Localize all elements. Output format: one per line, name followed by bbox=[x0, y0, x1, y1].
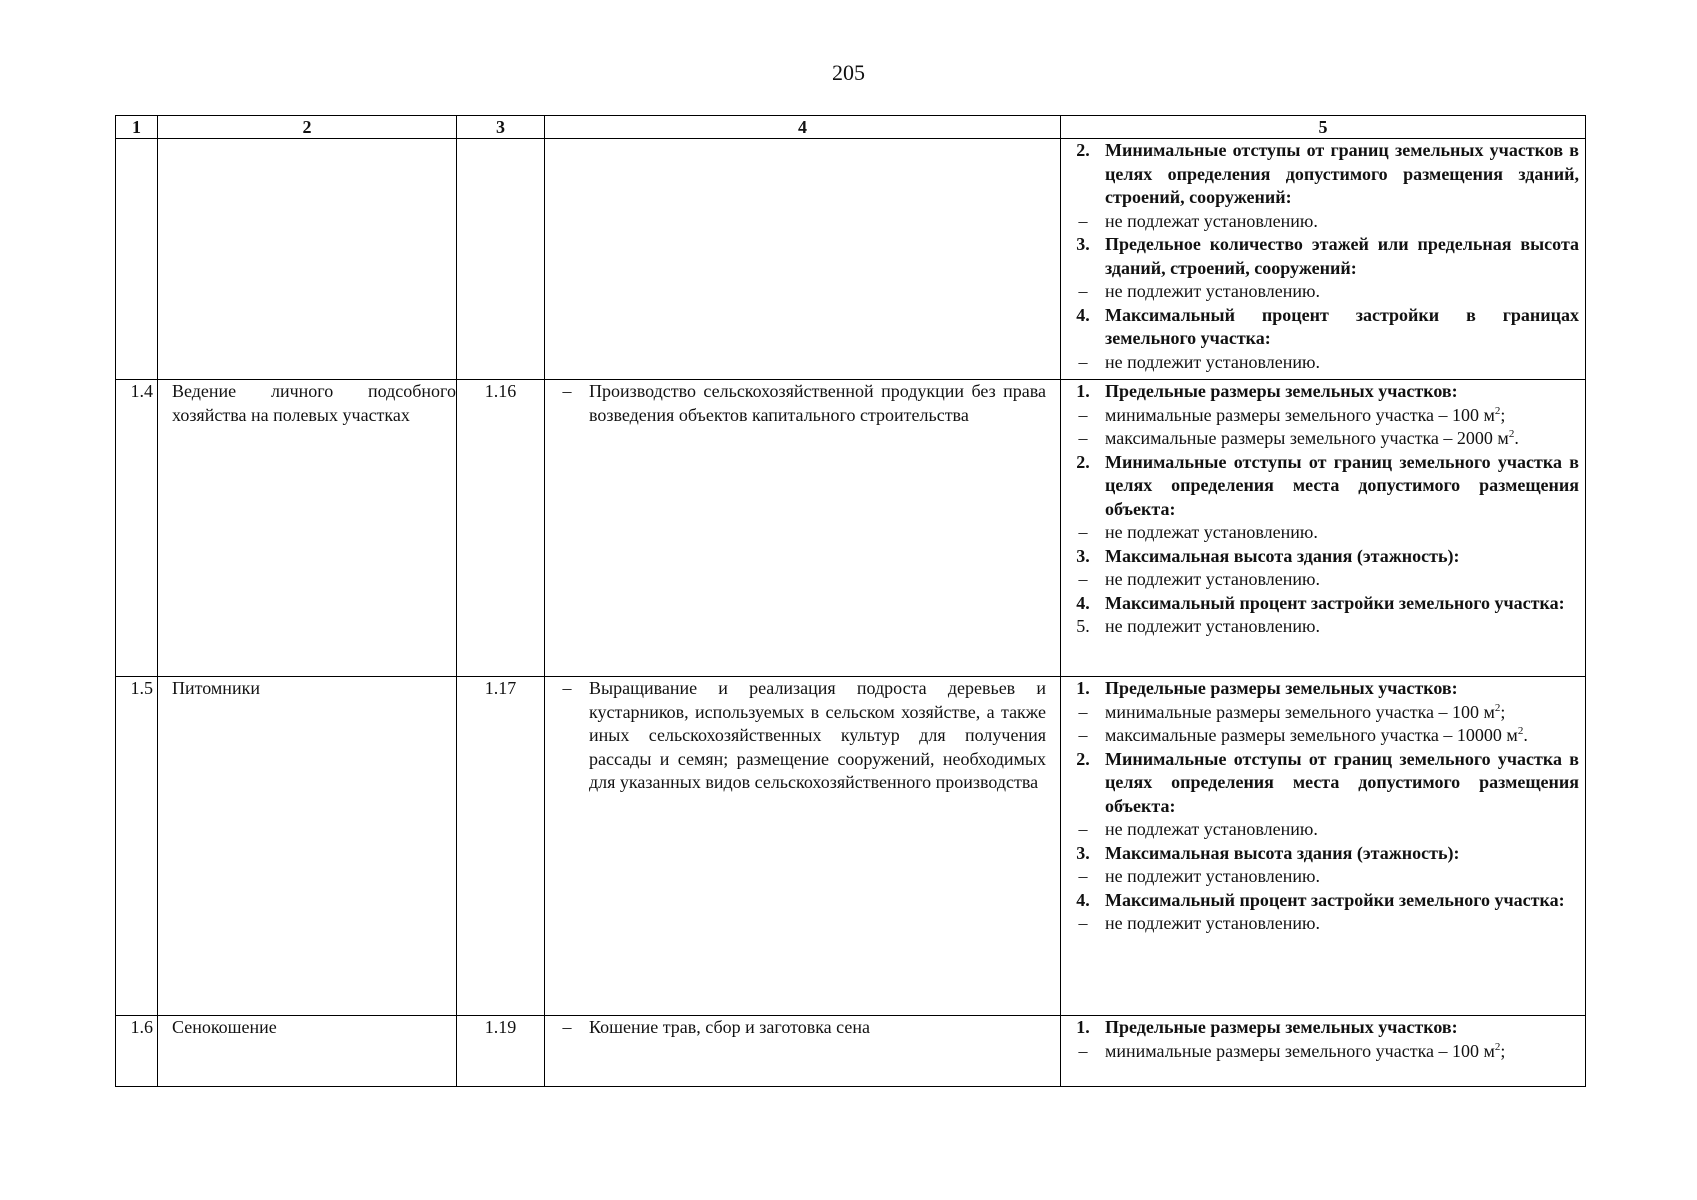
parameter-text: Максимальная высота здания (этажность): bbox=[1105, 545, 1460, 566]
superscript: 2 bbox=[1494, 701, 1501, 714]
parameter-text: минимальные размеры земельного участка – 100 $м^2$; bbox=[1105, 1040, 1506, 1061]
parameter-value bbox=[1061, 210, 1579, 234]
list-marker: 1. bbox=[1076, 1017, 1090, 1037]
list-marker: 2. bbox=[1076, 748, 1090, 769]
parameter-value bbox=[1061, 701, 1579, 725]
parameter-value bbox=[1061, 615, 1579, 639]
table-row bbox=[116, 380, 1586, 677]
parameter-text: минимальные размеры земельного участка – 100 $м^2$; bbox=[1105, 404, 1506, 425]
parameter-heading bbox=[1061, 592, 1579, 616]
list-marker: 3. bbox=[1076, 545, 1090, 566]
list-marker: – bbox=[1078, 351, 1088, 372]
list-marker: – bbox=[1078, 725, 1088, 745]
dash-marker: – bbox=[562, 381, 572, 401]
parameter-text: Максимальный процент застройки земельного участка: bbox=[1105, 889, 1565, 910]
list-marker: 2. bbox=[1076, 140, 1090, 160]
list-marker: – bbox=[1078, 913, 1088, 933]
parameter-text: максимальные размеры земельного участка – 10000 $м^2$. bbox=[1105, 725, 1528, 745]
use-description-cell bbox=[545, 139, 1061, 380]
parameters-cell bbox=[1061, 677, 1586, 1016]
parameter-text: Минимальные отступы от границ земельного участка в целях определения места допустимого размещения объекта: bbox=[1105, 451, 1579, 519]
parameter-text: не подлежит установлению. bbox=[1105, 351, 1320, 372]
description-text: Выращивание и реализация подроста деревьев и кустарников, используемых в сельском хозяйстве, а также иных сельскохозяйственных культур для получения рассады и семян; размещение сооружений, необходимых для указанных видов сельскохозяйственного производства bbox=[589, 678, 1046, 792]
list-marker: 3. bbox=[1076, 842, 1090, 863]
use-name-cell: Питомники bbox=[158, 677, 457, 1016]
parameter-text: Предельные размеры земельных участков: bbox=[1105, 678, 1458, 698]
list-marker: – bbox=[1078, 281, 1088, 301]
use-name-cell bbox=[158, 139, 457, 380]
list-marker: – bbox=[1078, 819, 1088, 839]
parameter-text: Предельное количество этажей или предельная высота зданий, строений, сооружений: bbox=[1105, 234, 1579, 278]
list-marker: – bbox=[1078, 522, 1088, 542]
description-text: Кошение трав, сбор и заготовка сена bbox=[589, 1017, 870, 1037]
use-code-cell: 1.17 bbox=[457, 677, 545, 1016]
list-marker: 4. bbox=[1076, 889, 1090, 910]
list-marker: 5. bbox=[1076, 616, 1090, 636]
use-description-cell bbox=[545, 380, 1061, 677]
table-row bbox=[116, 677, 1586, 1016]
superscript: 2 bbox=[1494, 1040, 1501, 1053]
superscript: 2 bbox=[1508, 428, 1515, 440]
dash-marker: – bbox=[562, 1017, 572, 1037]
parameter-text: Максимальный процент застройки в границах земельного участка: bbox=[1105, 304, 1579, 348]
list-marker: – bbox=[1078, 866, 1088, 886]
dash-marker: – bbox=[562, 678, 572, 698]
parameter-value bbox=[1061, 724, 1579, 748]
table-row bbox=[116, 1016, 1586, 1087]
parameter-heading bbox=[1061, 545, 1579, 569]
parameter-text: не подлежит установлению. bbox=[1105, 913, 1320, 933]
parameter-heading bbox=[1061, 748, 1579, 819]
table-row-continuation bbox=[116, 139, 1586, 380]
parameters-cell bbox=[1061, 139, 1586, 380]
list-marker: – bbox=[1078, 701, 1088, 722]
parameter-heading bbox=[1061, 677, 1579, 701]
parameter-heading bbox=[1061, 233, 1579, 280]
parameter-value bbox=[1061, 404, 1579, 428]
list-marker: – bbox=[1078, 569, 1088, 589]
parameter-value bbox=[1061, 818, 1579, 842]
parameter-value bbox=[1061, 351, 1579, 375]
parameters-cell bbox=[1061, 1016, 1586, 1087]
list-marker: – bbox=[1078, 428, 1088, 448]
parameter-heading bbox=[1061, 139, 1579, 210]
column-header: 4 bbox=[545, 116, 1061, 139]
parameters-cell bbox=[1061, 380, 1586, 677]
use-code-cell: 1.16 bbox=[457, 380, 545, 677]
list-marker: 1. bbox=[1076, 678, 1090, 698]
use-name-cell: Ведение личного подсобного хозяйства на полевых участках bbox=[158, 380, 457, 677]
parameter-text: не подлежат установлению. bbox=[1105, 819, 1318, 839]
parameter-heading bbox=[1061, 380, 1579, 404]
superscript: 2 bbox=[1517, 725, 1524, 737]
parameter-text: Минимальные отступы от границ земельного участка в целях определения места допустимого размещения объекта: bbox=[1105, 748, 1579, 816]
column-header: 3 bbox=[457, 116, 545, 139]
parameter-text: не подлежит установлению. bbox=[1105, 569, 1320, 589]
parameter-text: максимальные размеры земельного участка – 2000 $м^2$. bbox=[1105, 428, 1519, 448]
column-header: 1 bbox=[116, 116, 158, 139]
list-marker: 4. bbox=[1076, 304, 1090, 325]
list-marker: – bbox=[1078, 210, 1088, 231]
parameter-heading bbox=[1061, 1016, 1579, 1040]
parameter-heading bbox=[1061, 842, 1579, 866]
list-marker: – bbox=[1078, 1040, 1088, 1061]
table-header-row bbox=[116, 116, 1586, 139]
use-description-cell bbox=[545, 677, 1061, 1016]
column-header: 2 bbox=[158, 116, 457, 139]
parameter-text: Минимальные отступы от границ земельных участков в целях определения допустимого размещения зданий, строений, сооружений: bbox=[1105, 140, 1579, 207]
parameter-text: Предельные размеры земельных участков: bbox=[1105, 381, 1458, 401]
parameter-text: не подлежит установлению. bbox=[1105, 281, 1320, 301]
parameter-value bbox=[1061, 280, 1579, 304]
parameter-text: Максимальный процент застройки земельного участка: bbox=[1105, 592, 1565, 613]
row-number-cell: 1.5 bbox=[116, 677, 158, 1016]
superscript: 2 bbox=[1494, 404, 1501, 417]
land-use-table bbox=[115, 115, 1586, 1087]
use-code-cell: 1.19 bbox=[457, 1016, 545, 1087]
use-name-cell: Сенокошение bbox=[158, 1016, 457, 1087]
description-item bbox=[545, 1016, 1046, 1040]
list-marker: 1. bbox=[1076, 381, 1090, 401]
parameter-value bbox=[1061, 568, 1579, 592]
parameter-value bbox=[1061, 865, 1579, 889]
description-item bbox=[545, 677, 1046, 795]
list-marker: 3. bbox=[1076, 234, 1090, 254]
page-number: 205 bbox=[832, 60, 865, 85]
description-item bbox=[545, 380, 1046, 427]
description-text: Производство сельскохозяйственной продукции без права возведения объектов капитального строительства bbox=[589, 381, 1046, 425]
list-marker: 2. bbox=[1076, 451, 1090, 472]
parameter-value bbox=[1061, 912, 1579, 936]
parameter-text: Максимальная высота здания (этажность): bbox=[1105, 842, 1460, 863]
use-code-cell bbox=[457, 139, 545, 380]
parameter-value bbox=[1061, 427, 1579, 451]
parameter-text: не подлежат установлению. bbox=[1105, 210, 1318, 231]
row-number-cell: 1.6 bbox=[116, 1016, 158, 1087]
list-marker: 4. bbox=[1076, 592, 1090, 613]
parameter-text: Предельные размеры земельных участков: bbox=[1105, 1017, 1458, 1037]
list-marker: – bbox=[1078, 404, 1088, 425]
parameter-value bbox=[1061, 1040, 1579, 1064]
row-number-cell: 1.4 bbox=[116, 380, 158, 677]
parameter-heading bbox=[1061, 889, 1579, 913]
parameter-text: не подлежит установлению. bbox=[1105, 616, 1320, 636]
parameter-heading bbox=[1061, 451, 1579, 522]
column-header: 5 bbox=[1061, 116, 1586, 139]
parameter-value bbox=[1061, 521, 1579, 545]
parameter-heading bbox=[1061, 304, 1579, 351]
parameter-text: минимальные размеры земельного участка – 100 $м^2$; bbox=[1105, 701, 1506, 722]
use-description-cell bbox=[545, 1016, 1061, 1087]
row-number-cell bbox=[116, 139, 158, 380]
parameter-text: не подлежат установлению. bbox=[1105, 522, 1318, 542]
parameter-text: не подлежит установлению. bbox=[1105, 866, 1320, 886]
